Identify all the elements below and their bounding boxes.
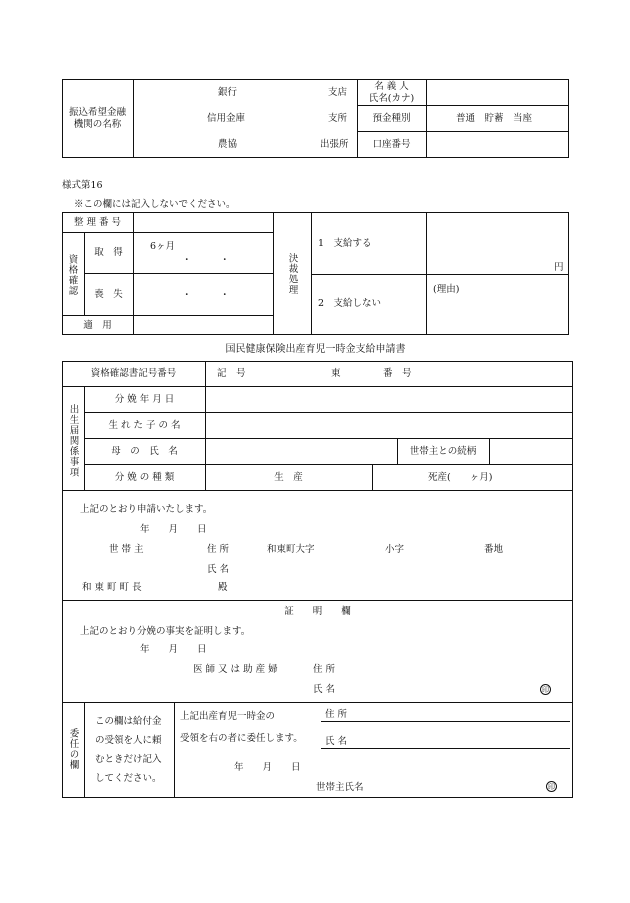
- cert-date: 年 月 日: [140, 644, 207, 655]
- office-divider: [273, 212, 274, 335]
- main-row-line: [84, 464, 573, 465]
- bank-divider: [426, 79, 427, 158]
- birth-type-label: 分 娩 の 種 類: [114, 472, 175, 483]
- main-divider: [174, 702, 175, 798]
- holder-label: 名 義 人: [374, 81, 409, 92]
- main-divider: [489, 438, 490, 464]
- number-text: 番 号: [383, 368, 412, 379]
- acquire-date-dots: ・ ・: [182, 255, 230, 266]
- delegation-note: の受領を人に頼: [95, 735, 162, 746]
- office-row-line: [62, 315, 273, 316]
- main-row-line: [62, 702, 573, 703]
- bank-label: 振込希望金融: [68, 107, 126, 118]
- cert-heading: 証 明 欄: [284, 606, 351, 617]
- qualification-confirm-label: 資格確認: [66, 254, 78, 296]
- birth-section-label: 出生届関係事項: [67, 404, 79, 478]
- delegate-address-underline: [321, 721, 570, 722]
- delegation-note: この欄は給付金: [95, 716, 162, 727]
- cert-name-label: 氏 名: [313, 684, 336, 695]
- bank-divider: [133, 79, 134, 158]
- birth-date-label: 分 娩 年 月 日: [114, 394, 175, 405]
- control-number-label: 整 理 番 号: [73, 217, 122, 228]
- option-no-pay: 2 支給しない: [318, 298, 382, 309]
- delegation-label: 委任の欄: [67, 728, 79, 770]
- acquire-label: 取 得: [94, 247, 123, 258]
- main-row-line: [84, 438, 573, 439]
- main-divider: [84, 702, 85, 798]
- seal-icon: 印: [542, 686, 549, 694]
- branch-text: 支店: [328, 87, 348, 98]
- address-label: 住 所: [207, 544, 230, 555]
- main-divider: [372, 464, 373, 490]
- cert-address-label: 住 所: [313, 664, 336, 675]
- main-row-line: [62, 490, 573, 491]
- still-birth-text: 死産( ヶ月): [428, 472, 493, 483]
- delegate-name-underline: [321, 748, 570, 749]
- main-row-line: [84, 412, 573, 413]
- option-pay: 1 支給する: [318, 238, 372, 249]
- delegate-name-label: 氏 名: [325, 736, 348, 747]
- householder-name-label: 世帯主氏名: [316, 782, 364, 793]
- mother-name-label: 母 の 氏 名: [111, 446, 178, 457]
- reason-text: (理由): [433, 284, 460, 295]
- delegation-statement: 受領を右の者に委任します。: [180, 733, 303, 744]
- doctor-label: 医 師 又 は 助 産 婦: [193, 664, 278, 675]
- koaza-text: 小字: [385, 544, 405, 555]
- bank-label: 機関の名称: [73, 119, 122, 130]
- page-title: 国民健康保険出産育児一時金支給申請書: [225, 344, 406, 355]
- delegation-date: 年 月 日: [234, 762, 301, 773]
- yen-text: 円: [554, 262, 564, 273]
- delegate-address-label: 住 所: [325, 709, 348, 720]
- deposit-types: 普通 貯蓄 当座: [456, 113, 533, 124]
- child-name-label: 生 れ た 子 の 名: [108, 420, 181, 431]
- agri-coop-text: 農協: [218, 139, 238, 150]
- branch-office-text: 支所: [328, 113, 348, 124]
- live-birth-text: 生 産: [274, 472, 303, 483]
- application-date: 年 月 日: [140, 524, 207, 535]
- cert-statement: 上記のとおり分娩の事実を証明します。: [80, 626, 251, 637]
- bank-text: 銀行: [218, 87, 238, 98]
- town-text: 和東町大字: [267, 544, 315, 555]
- holder-label: 氏名(カナ): [368, 93, 415, 104]
- delegation-note: してください。: [95, 773, 162, 784]
- office-row-line: [311, 274, 569, 275]
- lose-label: 喪 失: [94, 289, 123, 300]
- main-row-line: [62, 386, 573, 387]
- account-number-label: 口座番号: [372, 139, 411, 150]
- office-row-line: [84, 273, 273, 274]
- householder-label: 世 帯 主: [109, 544, 144, 555]
- decision-label: 決裁処理: [286, 253, 298, 295]
- deposit-type-label: 預金種別: [372, 113, 411, 124]
- sub-office-text: 出張所: [320, 139, 349, 150]
- months-text: 6ヶ月: [150, 241, 176, 252]
- form-number: 様式第16: [62, 180, 103, 191]
- delegation-note: むときだけ記入: [95, 754, 162, 765]
- relation-label: 世帯主との続柄: [409, 446, 477, 457]
- symbol-text: 記 号: [217, 368, 246, 379]
- office-row-line: [62, 232, 273, 233]
- credit-union-text: 信用金庫: [207, 113, 246, 124]
- main-row-line: [62, 600, 573, 601]
- bank-row-line: [357, 105, 569, 106]
- name-label: 氏 名: [207, 564, 230, 575]
- cert-number-label: 資格確認書記号番号: [90, 368, 177, 379]
- east-text: 東: [331, 368, 341, 379]
- seal-icon: 印: [548, 783, 555, 791]
- main-divider: [205, 361, 206, 490]
- mayor-text: 和 東 町 町 長: [82, 582, 142, 593]
- bank-row-line: [357, 131, 569, 132]
- delegation-statement: 上記出産育児一時金の: [180, 711, 276, 722]
- application-statement: 上記のとおり申請いたします。: [80, 504, 213, 515]
- office-note: ※この欄には記入しないでください。: [74, 199, 236, 210]
- applicable-label: 適 用: [83, 320, 112, 331]
- lose-date-dots: ・ ・: [182, 290, 230, 301]
- banchi-text: 番地: [484, 544, 504, 555]
- sama-text: 殿: [218, 582, 228, 593]
